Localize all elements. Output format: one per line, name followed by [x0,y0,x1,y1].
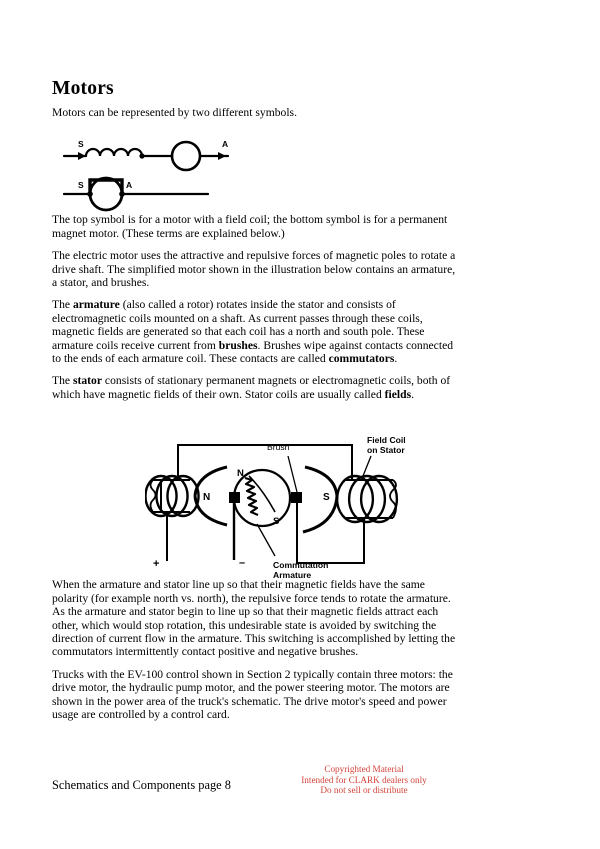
emphasis-term: commutators [328,352,395,366]
callout-line-brush [288,456,297,492]
junction-dot [139,153,144,158]
callout-line-field-coil [363,456,371,476]
paragraph-rotation-explanation: When the armature and stator line up so that their magnetic fields have the same polarity (for example north vs. north), the repulsive force tends to rotate the armature. As the armature and stator begin to line up so that their magnetic fields attract each other, which would stop rotation, this undesirable state is avoided by switching the direction of current flow in the armature. This switching is accomplished by letting the commutators intermittently contact positive and negative brushes. [52,578,456,659]
paragraph-symbol-explanation: The top symbol is for a motor with a field coil; the bottom symbol is for a permanent magnet motor. (These terms are explained below.) [52,213,448,240]
paragraph-electric-motor-overview: The electric motor uses the attractive and repulsive forces of magnetic poles to rotate a drive shaft. The simplified motor shown in the illustration below contains an armature, a stator, and brushes. [52,249,456,290]
emphasis-term: armature [72,298,120,312]
copyright-stamp-line2: Intended for CLARK dealers only [301,774,427,785]
page-footer [52,764,552,814]
stator-south-label: S [323,492,330,503]
emphasis-term: fields [384,387,412,401]
stator-north-label: N [203,492,211,503]
armature-north-label: N [237,468,244,479]
symbol-bottom-armature-label: A [126,180,133,190]
footer-page-reference: Schematics and Components page 8 [52,778,231,792]
paragraph-armature-definition: The armature (also called a rotor) rotates inside the stator and consists of electromagnetic coils mounted on a shaft. As current passes through these coils, magnetic fields are generated so that each coil has a north and south pole. These armature coils receive current from brushes. Brushes wipe against contacts connected to the ends of each armature coil. These contacts are called commutators. [52,298,454,366]
emphasis-term: stator [72,374,103,388]
arrowhead-in-top [78,152,86,160]
copyright-stamp-line1: Copyrighted Material [324,764,404,774]
junction-dot [87,191,93,197]
commutation-label-line2: Armature [273,570,312,580]
symbol-top-armature-label: A [222,139,229,149]
stator-pole-south [303,467,337,532]
field-coil-label-line1: Field Coil [367,435,406,445]
stator-pole-north [195,467,227,525]
negative-terminal-label: – [239,557,246,569]
copyright-stamp-line3: Do not sell or distribute [320,785,408,796]
brush-left [229,492,240,503]
arrowhead-out-top [218,152,226,160]
brush-label: Brush [267,442,290,452]
left-field-coil [145,476,198,516]
commutation-label-line1: Commutation [273,560,329,570]
motor-illustration-svg [145,432,455,584]
field-coil-label-line2: on Stator [367,445,405,455]
callout-line-commutation [257,524,275,556]
intro-paragraph: Motors can be represented by two different symbols. [52,106,297,119]
right-field-coil [337,476,397,522]
paragraph-stator-definition: The stator consists of stationary permanent magnets or electromagnetic coils, both of which have magnetic fields of their own. Stator coils are usually called fields. [52,374,451,401]
armature-south-label: S [273,516,280,527]
paragraph-ev100-trucks: Trucks with the EV-100 control shown in Section 2 typically contain three motors: the drive motor, the hydraulic pump motor, and the power steering motor. The motors are shown in the power area of the truck's schematic. The drive motor's speed and power usage are controlled by a control card. [52,667,453,721]
junction-dot [119,191,125,197]
symbol-top-source-label: S [78,139,84,149]
copyright-stamp [259,764,469,796]
motor-illustration-figure [145,432,455,584]
symbol-bottom-source-label: S [78,180,84,190]
emphasis-term: brushes [218,338,258,352]
brush-right [291,492,302,503]
positive-terminal-label: + [153,558,160,570]
page-title: Motors [52,78,114,99]
motor-symbols-svg [60,132,260,214]
motor-symbols-figure [60,132,260,214]
